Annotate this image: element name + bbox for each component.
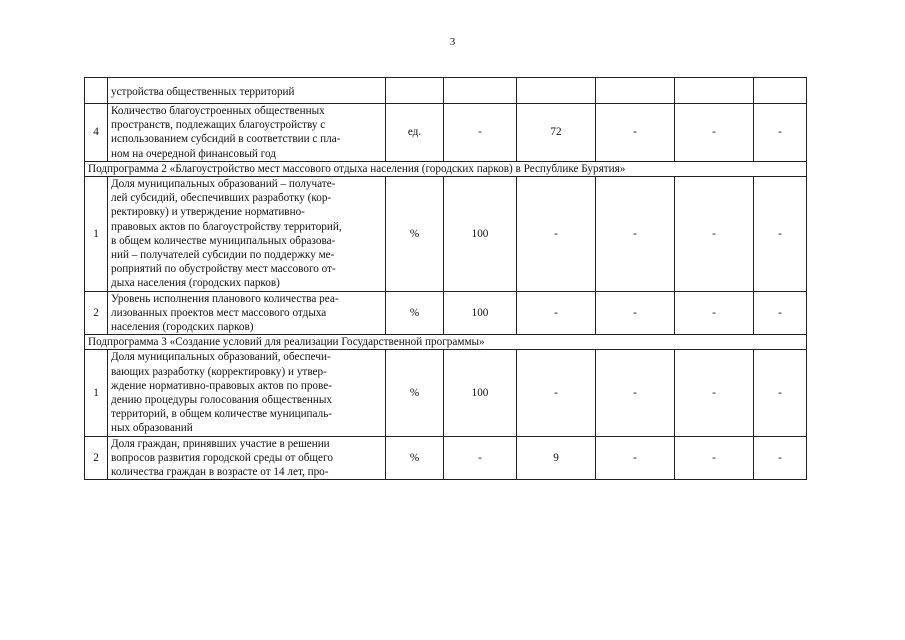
value-cell: 100 <box>444 350 517 436</box>
unit-cell: ед. <box>386 104 444 162</box>
value-cell: - <box>517 177 596 292</box>
value-cell: - <box>675 177 754 292</box>
value-cell <box>675 78 754 104</box>
indicator-name: Доля граждан, принявших участие в решении вопросов развития городской среды от общего количества граждан в возрасте от 14 лет, про- <box>108 436 386 480</box>
value-cell: - <box>517 291 596 335</box>
indicator-name: Доля муниципальных образований, обеспечи- вающих разработку (корректировку) и утвер- ждение нормативно-правовых актов по прове- дению процедуры голосования общественных территорий, в общем количестве муниципаль- ных образований <box>108 350 386 436</box>
indicator-row <box>85 291 807 335</box>
value-cell: - <box>754 350 807 436</box>
row-number <box>85 78 108 104</box>
value-cell: - <box>596 436 675 480</box>
indicator-name: устройства общественных территорий <box>108 78 386 104</box>
row-number: 1 <box>85 350 108 436</box>
unit-cell: % <box>386 291 444 335</box>
row-number: 2 <box>85 436 108 480</box>
indicator-row <box>85 350 807 436</box>
value-cell <box>596 78 675 104</box>
value-cell: 100 <box>444 291 517 335</box>
row-number: 2 <box>85 291 108 335</box>
value-cell: - <box>754 177 807 292</box>
value-cell: 72 <box>517 104 596 162</box>
value-cell <box>444 78 517 104</box>
indicators-table <box>84 77 807 480</box>
unit-cell <box>386 78 444 104</box>
value-cell: - <box>754 291 807 335</box>
value-cell: - <box>444 436 517 480</box>
indicator-row <box>85 104 807 162</box>
unit-cell: % <box>386 436 444 480</box>
unit-cell: % <box>386 177 444 292</box>
subprogram-header-row <box>85 161 807 176</box>
indicator-row <box>85 177 807 292</box>
indicator-name: Уровень исполнения планового количества реа- лизованных проектов мест массового отдыха населения (городских парков) <box>108 291 386 335</box>
unit-cell: % <box>386 350 444 436</box>
value-cell: 9 <box>517 436 596 480</box>
indicator-name: Количество благоустроенных общественных пространств, подлежащих благоустройству с использованием субсидий в соответствии с пла- ном на очередной финансовый год <box>108 104 386 162</box>
value-cell: - <box>596 177 675 292</box>
value-cell: - <box>754 436 807 480</box>
value-cell: - <box>675 291 754 335</box>
indicator-row <box>85 78 807 104</box>
value-cell: - <box>596 104 675 162</box>
value-cell: - <box>517 350 596 436</box>
value-cell <box>517 78 596 104</box>
subprogram-title: Подпрограмма 3 «Создание условий для реализации Государственной программы» <box>85 335 807 350</box>
value-cell: - <box>675 350 754 436</box>
row-number: 4 <box>85 104 108 162</box>
row-number: 1 <box>85 177 108 292</box>
page-number: 3 <box>449 36 456 48</box>
indicator-row <box>85 436 807 480</box>
value-cell: - <box>675 436 754 480</box>
value-cell: - <box>444 104 517 162</box>
value-cell <box>754 78 807 104</box>
value-cell: - <box>596 350 675 436</box>
value-cell: - <box>754 104 807 162</box>
subprogram-header-row <box>85 335 807 350</box>
value-cell: 100 <box>444 177 517 292</box>
indicator-name: Доля муниципальных образований – получате- лей субсидий, обеспечивших разработку (кор- ректировку) и утверждение нормативно- правовых актов по благоустройству территорий, в общем количестве муниципальных образова- ний – получателей субсидии по поддержку ме- роприятий по обустройству мест массового от- дыха населения (городских парков) <box>108 177 386 292</box>
value-cell: - <box>675 104 754 162</box>
value-cell: - <box>596 291 675 335</box>
subprogram-title: Подпрограмма 2 «Благоустройство мест массового отдыха населения (городских парков) в Республике Бурятия» <box>85 161 807 176</box>
